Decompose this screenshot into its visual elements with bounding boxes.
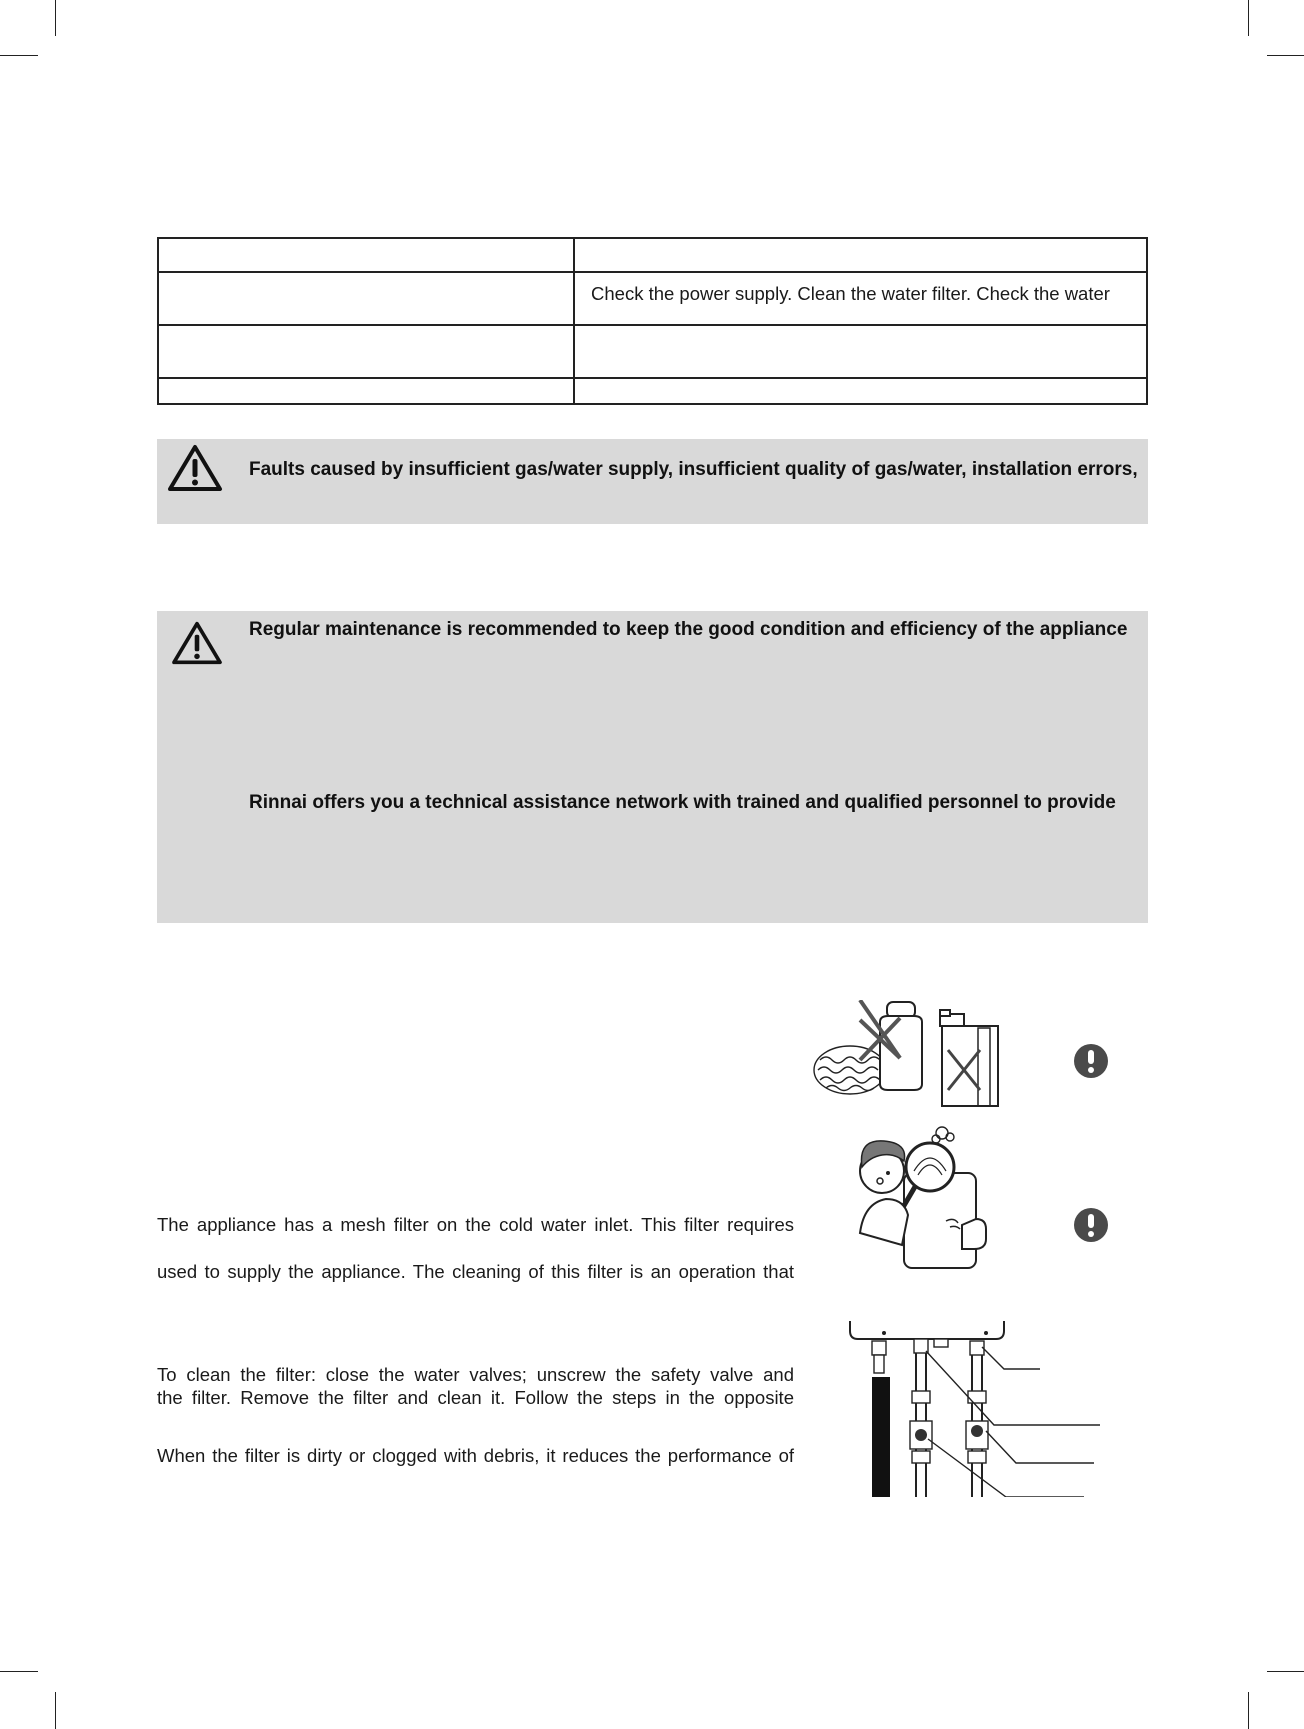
crop-mark <box>55 1692 56 1729</box>
table-row <box>159 379 1146 405</box>
filter-paragraph-line: When the filter is dirty or clogged with debris, it reduces the performance of <box>157 1445 794 1466</box>
exclamation-icon <box>1074 1044 1108 1078</box>
crop-mark <box>0 1671 38 1672</box>
filter-paragraph-line: used to supply the appliance. The cleaning of this filter is an operation that <box>157 1261 794 1282</box>
action-cell: Check the power supply. Clean the water filter. Check the water <box>591 283 1110 304</box>
maintenance-text-line2: Rinnai offers you a technical assistance network with trained and qualified personnel to provide <box>249 792 1116 813</box>
troubleshooting-table <box>157 237 1148 405</box>
filter-paragraph-line: To clean the filter: close the water valves; unscrew the safety valve and <box>157 1364 794 1385</box>
crop-mark <box>1248 1692 1249 1729</box>
crop-mark <box>1267 1671 1304 1672</box>
filter-paragraph-line: The appliance has a mesh filter on the cold water inlet. This filter requires <box>157 1214 794 1235</box>
crop-mark <box>1248 0 1249 36</box>
table-row <box>159 239 1146 273</box>
warning-notice <box>157 439 1148 524</box>
warning-triangle-icon <box>171 620 223 666</box>
water-inlet-filter-valves-diagram <box>848 1321 1104 1497</box>
maintenance-text-line1: Regular maintenance is recommended to keep the good condition and efficiency of the appliance <box>249 619 1128 640</box>
exclamation-icon <box>1074 1208 1108 1242</box>
crop-mark <box>55 0 56 36</box>
table-row <box>159 326 1146 379</box>
warning-triangle-icon <box>167 443 223 493</box>
filter-paragraph-line: the filter. Remove the filter and clean it. Follow the steps in the opposite <box>157 1387 794 1408</box>
crop-mark <box>0 55 38 56</box>
warning-text: Faults caused by insufficient gas/water supply, insufficient quality of gas/water, installation errors, <box>249 459 1138 480</box>
maintenance-notice <box>157 611 1148 923</box>
no-abrasive-cleaners-illustration <box>810 1000 1005 1110</box>
crop-mark <box>1267 55 1304 56</box>
person-inspecting-appliance-illustration <box>850 1123 995 1273</box>
table-column-divider <box>573 239 575 403</box>
table-row <box>159 273 1146 326</box>
